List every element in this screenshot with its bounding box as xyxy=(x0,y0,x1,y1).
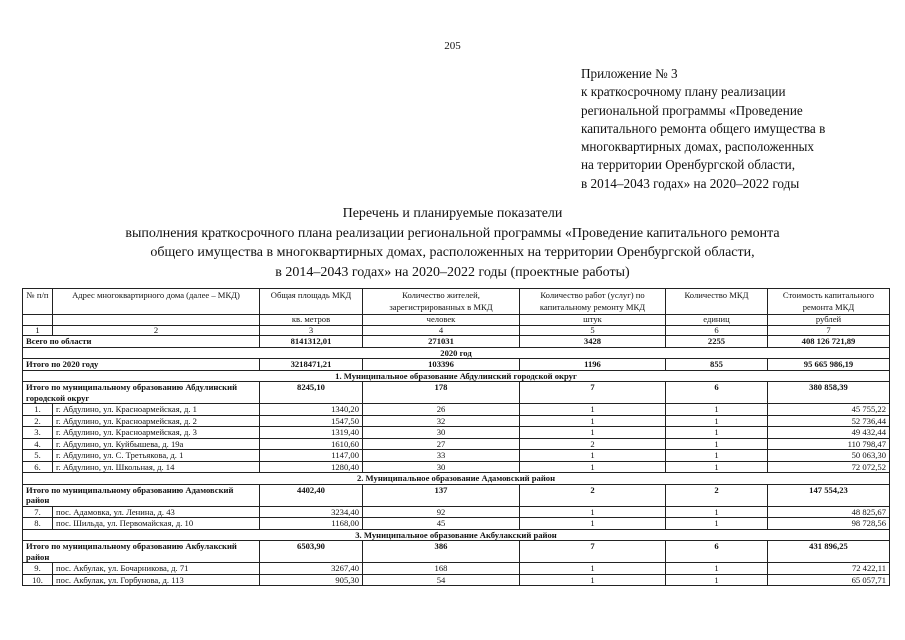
row-cost: 48 825,67 xyxy=(768,506,890,518)
row-residents: 92 xyxy=(363,506,520,518)
row-cost: 65 057,71 xyxy=(768,574,890,586)
row-houses: 1 xyxy=(666,518,768,530)
row-address: г. Абдулино, ул. Куйбышева, д. 19а xyxy=(53,438,260,450)
header-cell: Количество жителей, зарегистрированных в МКД xyxy=(363,289,520,315)
row-residents: 32 xyxy=(363,415,520,427)
subtotal-cost: 147 554,23 xyxy=(768,484,890,506)
row-cost: 50 063,30 xyxy=(768,450,890,462)
subtotal-works: 7 xyxy=(520,382,666,404)
row-number: 5. xyxy=(23,450,53,462)
subtotal-houses: 6 xyxy=(666,541,768,563)
appendix-line: региональной программы «Проведение xyxy=(581,102,803,118)
column-number-cell: 1 xyxy=(23,325,53,336)
row-residents: 45 xyxy=(363,518,520,530)
subtotal-area: 6503,90 xyxy=(260,541,363,563)
column-number-row xyxy=(23,325,890,336)
row-address: пос. Шильда, ул. Первомайская, д. 10 xyxy=(53,518,260,530)
total-year-row xyxy=(23,359,890,371)
header-cell: Количество МКД xyxy=(666,289,768,315)
subtotal-label: Итого по муниципальному образованию Абдулинский городской округ xyxy=(23,382,260,404)
row-number: 2. xyxy=(23,415,53,427)
unit-cell xyxy=(53,315,260,326)
subtotal-cost: 380 858,39 xyxy=(768,382,890,404)
title-line: общего имущества в многоквартирных домах, расположенных на территории Оренбургской области, xyxy=(150,245,755,260)
row-works: 1 xyxy=(520,461,666,473)
section-title-row xyxy=(23,370,890,382)
indicators-table xyxy=(22,288,890,586)
row-address: пос. Акбулак, ул. Бочарникова, д. 71 xyxy=(53,563,260,575)
table-row xyxy=(23,404,890,416)
year-row xyxy=(23,347,890,359)
column-number-cell: 3 xyxy=(260,325,363,336)
row-houses: 1 xyxy=(666,563,768,575)
section-title: 3. Муниципальное образование Акбулакский район xyxy=(23,529,890,541)
section-title-row xyxy=(23,529,890,541)
column-number-cell: 6 xyxy=(666,325,768,336)
table-row xyxy=(23,450,890,462)
subtotal-works: 7 xyxy=(520,541,666,563)
row-works: 2 xyxy=(520,438,666,450)
header-cell: № п/п xyxy=(23,289,53,315)
row-address: пос. Акбулак, ул. Горбунова, д. 113 xyxy=(53,574,260,586)
appendix-line: к краткосрочному плану реализации xyxy=(581,84,786,100)
subtotal-area: 8245,10 xyxy=(260,382,363,404)
header-cell: Количество работ (услуг) по капитальному ремонту МКД xyxy=(520,289,666,315)
total-year-area: 3218471,21 xyxy=(260,359,363,371)
row-address: пос. Адамовка, ул. Ленина, д. 43 xyxy=(53,506,260,518)
column-number-cell: 4 xyxy=(363,325,520,336)
row-number: 6. xyxy=(23,461,53,473)
row-houses: 1 xyxy=(666,415,768,427)
title-line: в 2014–2043 годах» на 2020–2022 годы (проектные работы) xyxy=(275,264,630,280)
appendix-line: капитального ремонта общего имущества в xyxy=(581,120,826,136)
row-works: 1 xyxy=(520,415,666,427)
total-year-cost: 95 665 986,19 xyxy=(768,359,890,371)
section-title: 2. Муниципальное образование Адамовский район xyxy=(23,473,890,485)
row-address: г. Абдулино, ул. Красноармейская, д. 2 xyxy=(53,415,260,427)
total-region-label: Всего по области xyxy=(23,336,260,348)
column-number-cell: 2 xyxy=(53,325,260,336)
row-area: 1147,00 xyxy=(260,450,363,462)
total-region-row xyxy=(23,336,890,348)
row-works: 1 xyxy=(520,574,666,586)
row-works: 1 xyxy=(520,563,666,575)
document-title xyxy=(0,204,905,282)
total-region-area: 8141312,01 xyxy=(260,336,363,348)
row-residents: 54 xyxy=(363,574,520,586)
subtotal-label: Итого по муниципальному образованию Акбулакский район xyxy=(23,541,260,563)
row-number: 10. xyxy=(23,574,53,586)
row-works: 1 xyxy=(520,506,666,518)
row-number: 8. xyxy=(23,518,53,530)
column-number-cell: 7 xyxy=(768,325,890,336)
appendix-line: в 2014–2043 годах» на 2020–2022 годы xyxy=(581,175,800,191)
row-houses: 1 xyxy=(666,461,768,473)
row-houses: 1 xyxy=(666,506,768,518)
row-residents: 30 xyxy=(363,461,520,473)
total-region-cost: 408 126 721,89 xyxy=(768,336,890,348)
row-address: г. Абдулино, ул. Красноармейская, д. 3 xyxy=(53,427,260,439)
header-cell: Общая площадь МКД xyxy=(260,289,363,315)
row-works: 1 xyxy=(520,450,666,462)
table-row xyxy=(23,415,890,427)
row-number: 7. xyxy=(23,506,53,518)
row-number: 9. xyxy=(23,563,53,575)
appendix-line: Приложение № 3 xyxy=(581,66,678,81)
row-cost: 52 736,44 xyxy=(768,415,890,427)
row-area: 1547,50 xyxy=(260,415,363,427)
unit-cell: кв. метров xyxy=(260,315,363,326)
row-area: 3234,40 xyxy=(260,506,363,518)
subtotal-row xyxy=(23,541,890,563)
units-row xyxy=(23,315,890,326)
row-number: 3. xyxy=(23,427,53,439)
row-number: 1. xyxy=(23,404,53,416)
table-row xyxy=(23,427,890,439)
subtotal-area: 4402,40 xyxy=(260,484,363,506)
section-title: 1. Муниципальное образование Абдулинский городской округ xyxy=(23,370,890,382)
row-works: 1 xyxy=(520,518,666,530)
total-region-houses: 2255 xyxy=(666,336,768,348)
total-region-works: 3428 xyxy=(520,336,666,348)
year-label: 2020 год xyxy=(23,347,890,359)
row-number: 4. xyxy=(23,438,53,450)
table-row xyxy=(23,461,890,473)
subtotal-residents: 386 xyxy=(363,541,520,563)
header-cell: Стоимость капитального ремонта МКД xyxy=(768,289,890,315)
subtotal-houses: 2 xyxy=(666,484,768,506)
table-row xyxy=(23,506,890,518)
subtotal-cost: 431 896,25 xyxy=(768,541,890,563)
column-number-cell: 5 xyxy=(520,325,666,336)
header-cell: Адрес многоквартирного дома (далее – МКД) xyxy=(53,289,260,315)
title-line: Перечень и планируемые показатели xyxy=(342,206,563,221)
table-row xyxy=(23,574,890,586)
row-residents: 27 xyxy=(363,438,520,450)
table-row xyxy=(23,518,890,530)
row-area: 1610,60 xyxy=(260,438,363,450)
row-residents: 26 xyxy=(363,404,520,416)
row-address: г. Абдулино, ул. Школьная, д. 14 xyxy=(53,461,260,473)
appendix-line: на территории Оренбургской области, xyxy=(581,157,796,173)
row-area: 905,30 xyxy=(260,574,363,586)
total-year-houses: 855 xyxy=(666,359,768,371)
table-row xyxy=(23,563,890,575)
unit-cell xyxy=(23,315,53,326)
row-address: г. Абдулино, ул. С. Третьякова, д. 1 xyxy=(53,450,260,462)
row-address: г. Абдулино, ул. Красноармейская, д. 1 xyxy=(53,404,260,416)
row-houses: 1 xyxy=(666,404,768,416)
row-works: 1 xyxy=(520,427,666,439)
unit-cell: рублей xyxy=(768,315,890,326)
row-area: 1168,00 xyxy=(260,518,363,530)
row-residents: 30 xyxy=(363,427,520,439)
row-houses: 1 xyxy=(666,427,768,439)
subtotal-houses: 6 xyxy=(666,382,768,404)
subtotal-label: Итого по муниципальному образованию Адамовский район xyxy=(23,484,260,506)
row-cost: 72 422,11 xyxy=(768,563,890,575)
row-area: 1280,40 xyxy=(260,461,363,473)
total-year-residents: 103396 xyxy=(363,359,520,371)
subtotal-row xyxy=(23,382,890,404)
page-number: 205 xyxy=(444,40,461,52)
row-cost: 72 072,52 xyxy=(768,461,890,473)
subtotal-works: 2 xyxy=(520,484,666,506)
subtotal-row xyxy=(23,484,890,506)
appendix-line: многоквартирных домах, расположенных xyxy=(581,139,814,155)
unit-cell: человек xyxy=(363,315,520,326)
subtotal-residents: 178 xyxy=(363,382,520,404)
total-region-residents: 271031 xyxy=(363,336,520,348)
row-works: 1 xyxy=(520,404,666,416)
row-cost: 98 728,56 xyxy=(768,518,890,530)
unit-cell: единиц xyxy=(666,315,768,326)
header-row xyxy=(23,289,890,315)
total-year-works: 1196 xyxy=(520,359,666,371)
row-cost: 45 755,22 xyxy=(768,404,890,416)
row-houses: 1 xyxy=(666,574,768,586)
title-line: выполнения краткосрочного плана реализации региональной программы «Проведение капитального ремонта xyxy=(125,225,780,241)
total-year-label: Итого по 2020 году xyxy=(23,359,260,371)
row-area: 1319,40 xyxy=(260,427,363,439)
row-houses: 1 xyxy=(666,438,768,450)
row-residents: 168 xyxy=(363,563,520,575)
row-cost: 49 432,44 xyxy=(768,427,890,439)
row-residents: 33 xyxy=(363,450,520,462)
row-area: 1340,20 xyxy=(260,404,363,416)
section-title-row xyxy=(23,473,890,485)
row-cost: 110 798,47 xyxy=(768,438,890,450)
table-row xyxy=(23,438,890,450)
row-area: 3267,40 xyxy=(260,563,363,575)
unit-cell: штук xyxy=(520,315,666,326)
row-houses: 1 xyxy=(666,450,768,462)
appendix-block xyxy=(581,65,825,193)
subtotal-residents: 137 xyxy=(363,484,520,506)
